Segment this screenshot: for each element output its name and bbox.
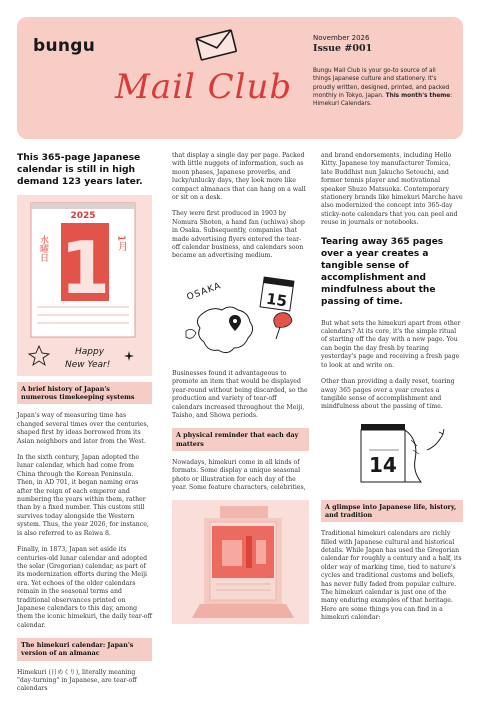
hand-fan-icon	[274, 313, 292, 328]
body-paragraph: Nowadays, himekuri come in all kinds of formats. Some display a unique seasonal photo or illustration for each day of the year. Some feature characters, celebrities,	[172, 458, 306, 491]
tear-off-illustration	[321, 420, 463, 494]
body-paragraph: Himekuri (日めくり), literally meaning "day-turning" in Japanese, are tear-off calendars	[17, 668, 137, 693]
tear-off-day: 14	[369, 452, 397, 477]
section-heading-history: A brief history of Japan's numerous timekeeping systems	[17, 382, 152, 404]
desk-calendar-illustration	[172, 500, 309, 624]
greeting-line-2: New Year!	[65, 360, 111, 370]
body-paragraph: But what sets the himekuri apart from other calendars? At its core, it's the simple ritual of starting off the day with a new page. You can begin the day fresh by tearing yesterday's page and receiving a fresh page to look at and write on.	[321, 319, 461, 369]
body-paragraph: that display a single day per page. Packed with little nuggets of information, such as moon phases, Japanese proverbs, and lucky/unlucky days, they look more like compact almanacs that can hang on a wall or sit on a desk.	[172, 152, 306, 202]
osaka-map-illustration	[172, 269, 309, 364]
lead-headline: This 365-page Japanese calendar is still in high demand 123 years later.	[17, 152, 143, 187]
theme-label: This month's theme	[385, 92, 451, 99]
map-calendar-day: 15	[265, 289, 289, 311]
column-3	[321, 152, 463, 631]
section-heading-reminder: A physical reminder that each day matters	[172, 428, 309, 450]
body-paragraph: Other than providing a daily reset, tearing away 365 pages over a year creates a tangible sense of accomplishment and mindfulness about the passing of time.	[321, 378, 455, 411]
body-paragraph: In the sixth century, Japan adopted the lunar calendar, which had come from China through the Korean Peninsula. Then, in AD 701, it began naming eras after the reign of each emperor and numbering the years within them, rather than by a fixed number. This custom still survives today alongside the Western system. Thus, the year 2026, for instance, is also referred to as Reiwa 8.	[17, 454, 149, 537]
column-1	[17, 152, 152, 702]
calendar-year: 2025	[70, 211, 96, 221]
theme-value: : Himekuri Calendars.	[313, 92, 453, 108]
column-2	[172, 152, 309, 624]
masthead	[17, 17, 463, 139]
section-heading-glimpse: A glimpse into Japanese life, history, and tradition	[321, 500, 463, 522]
calendar-weekday: 水曜日	[38, 235, 48, 262]
masthead-description	[313, 67, 453, 108]
masthead-title: Mail Club	[115, 67, 293, 107]
desk-calendar-image	[172, 500, 309, 624]
body-paragraph: Traditional himekuri calendars are richly filled with Japanese cultural and historical details. While Japan has used the Gregorian calendar for roughly a century and a half, its older way of marking time, tied to nature's cycles and traditional customs and beliefs, has never fully faded from popular culture. The himekuri calendar is just one of the many enduring examples of that heritage. Here are some things you can find in a himekuri calendar:	[321, 530, 462, 622]
body-paragraph: Businesses found it advantageous to promote an item that would be displayed year-round without being discarded, so the production and variety of tear-off calendars increased throughout the Meiji, Taisho, and Showa periods.	[172, 369, 308, 419]
envelope-icon	[193, 25, 239, 63]
body-paragraph: Japan's way of measuring time has changed several times over the centuries, shaped first by ideas borrowed from its Asian neighbors and later from the West.	[17, 412, 149, 445]
greeting-line-1: Happy	[75, 347, 105, 357]
tear-arrow-icon	[427, 434, 443, 450]
issue-date: November 2026	[313, 34, 370, 42]
description-text: Bungu Mail Club is your go-to source of all things Japanese culture and stationery. It's proudly written, designed, printed, and packed monthly in Tokyo, Japan.	[313, 68, 450, 99]
map-label: OSAKA	[185, 280, 223, 303]
calendar-month: 1月	[115, 235, 127, 252]
tear-off-image	[321, 420, 463, 494]
pull-quote: Tearing away 365 pages over a year creates a tangible sense of accomplishment and mindfulness about the passing of time.	[321, 236, 444, 307]
body-paragraph: They were first produced in 1903 by Nomura Shoten, a hand fan (uchiwa) shop in Osaka. Subsequently, companies that made advertising flyers entered the tear-off calendar business, and calendars soon became an advertising medium.	[172, 210, 305, 260]
issue-info	[313, 34, 453, 108]
osaka-map-image	[172, 269, 309, 364]
body-paragraph: Finally, in 1873, Japan set aside its centuries-old lunar calendar and adopted the solar (Gregorian) calendar, as part of its modernization efforts during the Meiji era. Yet echoes of the older calendars remain in the seasonal terms and traditional observances printed on Japanese calendars to this day, among them the iconic himekuri, the daily tear-off calendar.	[17, 546, 152, 629]
section-heading-almanac: The himekuri calendar: Japan's version of an almanac	[17, 638, 152, 660]
calendar-image	[17, 195, 152, 376]
calendar-day: 1	[59, 226, 111, 310]
calendar-illustration	[17, 195, 152, 376]
issue-number: Issue #001	[313, 43, 373, 54]
brand-name: bungu	[33, 36, 96, 56]
body-paragraph: and brand endorsements, including Hello Kitty. Japanese toy manufacturer Tomica, late Buddhist nun Jakucho Setouchi, and former tennis player and motivational speaker Shuzo Matsuoka. Contemporary stationery brands like himekuri Marche have also modernized the concept into 365-day sticky-note calendars that you can peel and reuse in journals or notebooks.	[321, 152, 463, 227]
